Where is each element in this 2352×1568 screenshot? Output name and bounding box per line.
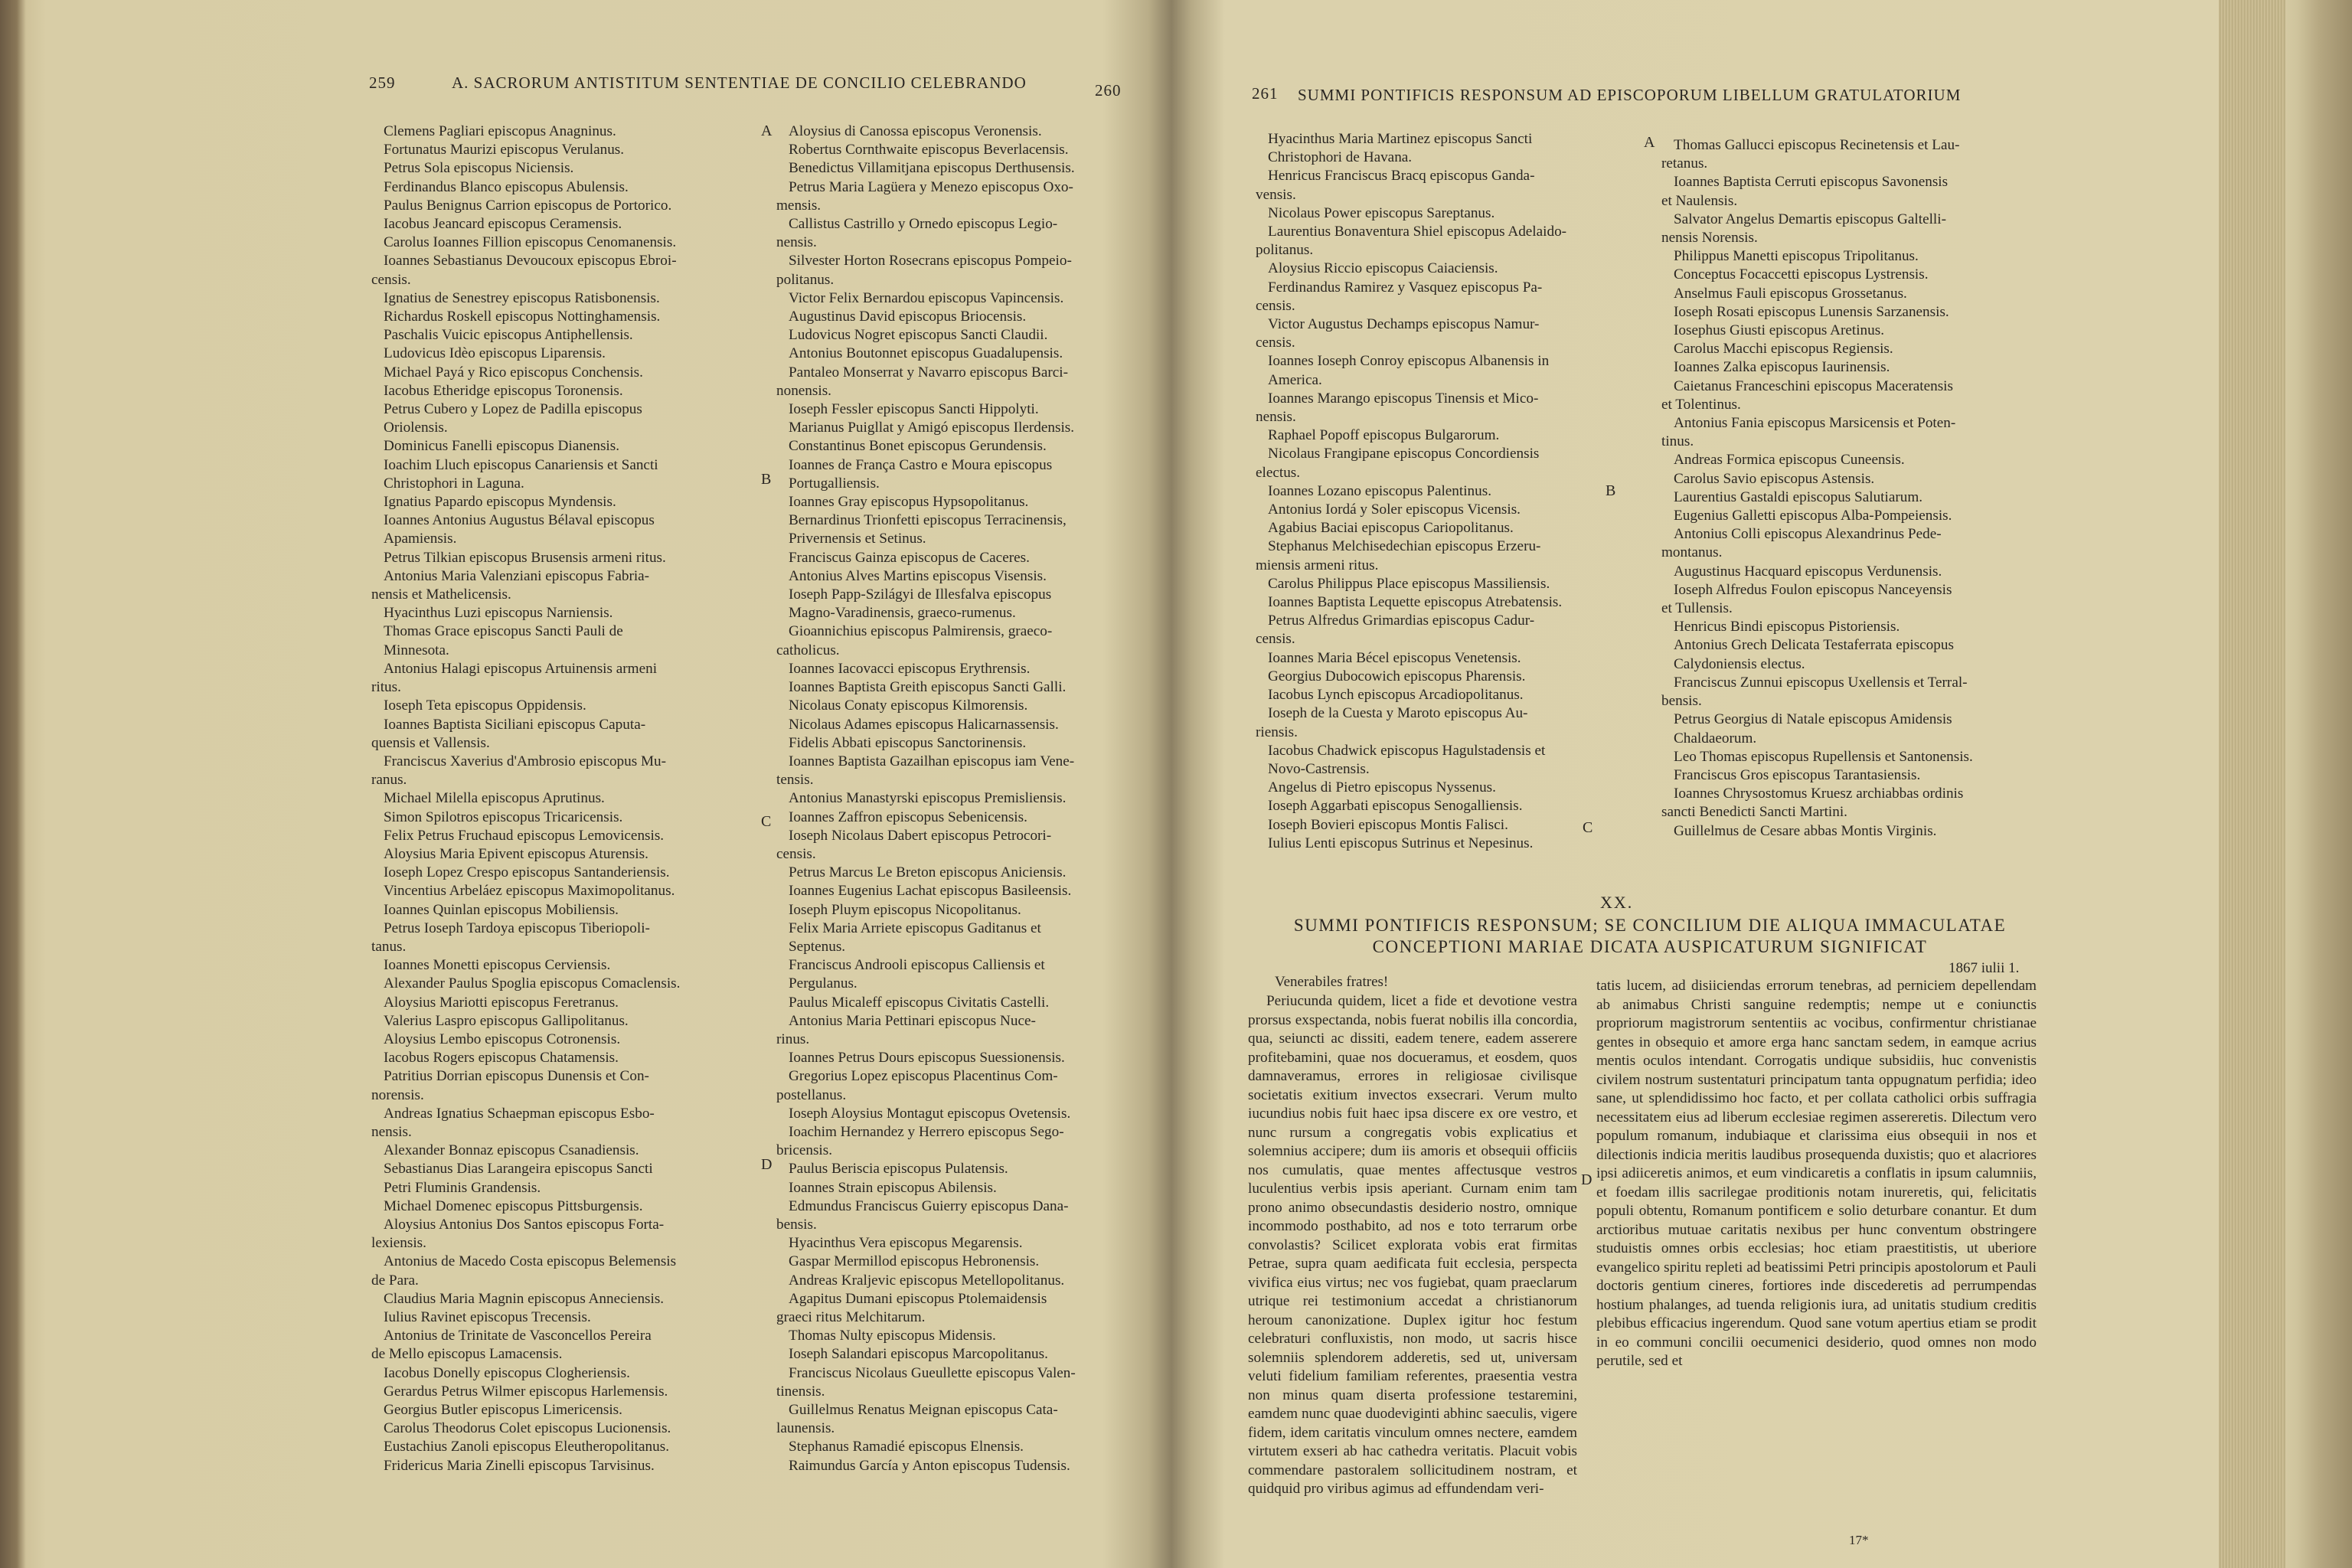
name-list-column-1 [1256,130,1642,853]
list-item: Antonius de Trinitate de Vasconcellos Pereira [384,1328,652,1344]
list-item: Nicolaus Frangipane episcopus Concordiensis [1268,446,1540,462]
list-item: Petrus Georgius di Natale episcopus Amidensis [1674,711,1952,728]
list-item: Robertus Cornthwaite episcopus Beverlacensis. [789,142,1069,158]
list-item: et Tullensis. [1661,600,1733,617]
list-item: tanus. [371,938,407,955]
list-item: Thomas Grace episcopus Sancti Pauli de [384,623,623,640]
list-item: Petrus Alfredus Grimardias episcopus Cadur- [1268,612,1535,629]
list-item: censis. [1256,297,1295,314]
list-item: Novo-Castrensis. [1268,760,1370,777]
list-item: Ioannes Eugenius Lachat episcopus Basileensis. [789,883,1072,900]
list-item: Philippus Manetti episcopus Tripolitanus. [1674,248,1919,265]
list-item: Franciscus Xaverius d'Ambrosio episcopus Mu- [384,753,667,769]
list-item: Carolus Ioannes Fillion episcopus Cenomanensis. [384,234,677,251]
left-page-header [23,74,1171,104]
list-item: Ioseph Alfredus Foulon episcopus Nanceyensis [1674,581,1952,598]
list-item: Ioannes Baptista Greith episcopus Sancti Galli. [789,679,1067,696]
name-list-column-2 [1661,136,2040,841]
list-item: Salvator Angelus Demartis episcopus Galtelli- [1674,211,1946,227]
list-item: Franciscus Zunnui episcopus Uxellensis et Terral- [1674,674,1968,691]
list-item: Caietanus Franceschini episcopus Maceratensis [1674,377,1953,394]
list-item: Pantaleo Monserrat y Navarro episcopus Barci- [789,364,1068,381]
list-item: America. [1268,371,1322,388]
list-item: Alexander Paulus Spoglia episcopus Comaclensis. [384,975,681,992]
list-item: Andreas Ignatius Schaepman episcopus Esbo- [384,1105,655,1122]
list-item: Petrus Sola episcopus Niciensis. [384,160,574,177]
list-item: Petrus Tilkian episcopus Brusensis armeni ritus. [384,549,666,566]
list-item: vensis. [1256,186,1296,203]
list-item: Ioannes Lozano episcopus Palentinus. [1268,482,1492,499]
list-item: Franciscus Gainza episcopus de Caceres. [789,549,1030,566]
list-item: Ioseph Salandari episcopus Marcopolitanus. [789,1346,1048,1363]
margin-letter-a: A [1644,134,1655,151]
list-item: Ioseph Aggarbati episcopus Senogalliensis. [1268,798,1523,815]
margin-letter-b: B [1606,482,1616,499]
list-item: Carolus Philippus Place episcopus Massiliensis. [1268,575,1550,592]
list-item: bricensis. [776,1142,833,1159]
list-item: Paulus Beriscia episcopus Pulatensis. [789,1161,1008,1178]
list-item: mensis. [776,197,822,214]
list-item: Nicolaus Adames episcopus Halicarnassensis. [789,716,1059,733]
list-item: Christophori de Havana. [1268,149,1413,166]
list-item: Aloysius Mariotti episcopus Feretranus. [384,994,619,1011]
list-item: Gioannichius episcopus Palmirensis, graeco- [789,623,1053,640]
list-item: bensis. [1661,693,1702,710]
list-item: graeci ritus Melchitarum. [776,1309,926,1325]
list-item: Victor Augustus Dechamps episcopus Namur- [1268,316,1540,333]
running-title: A. SACRORUM ANTISTITUM SENTENTIAE DE CONCILIO CELEBRANDO [452,74,1027,92]
list-item: Raimundus García y Anton episcopus Tudensis. [789,1457,1070,1474]
list-item: Iacobus Donelly episcopus Clogheriensis. [384,1364,630,1381]
list-item: Portugalliensis. [789,475,880,492]
list-item: de Para. [371,1272,419,1289]
list-item: Antonius Maria Valenziani episcopus Fabria- [384,567,650,584]
list-item: Gregorius Lopez episcopus Placentinus Com- [789,1068,1058,1085]
list-item: Vincentius Arbeláez episcopus Maximopolitanus. [384,883,675,900]
list-item: Minnesota. [384,642,449,658]
list-item: Ignatius Papardo episcopus Myndensis. [384,494,616,511]
list-item: Ferdinandus Ramirez y Vasquez episcopus Pa- [1268,279,1543,296]
list-item: Ioannes Ioseph Conroy episcopus Albanensis in [1268,353,1550,370]
list-item: nensis. [1256,409,1296,426]
list-item: Eustachius Zanoli episcopus Eleutheropolitanus. [384,1439,670,1455]
list-item: Petri Fluminis Grandensis. [384,1179,541,1196]
list-item: Augustinus David episcopus Briocensis. [789,309,1027,325]
list-item: Ludovicus Idèo episcopus Liparensis. [384,345,606,362]
list-item: Ioseph de la Cuesta y Maroto episcopus Au- [1268,705,1528,722]
list-item: de Mello episcopus Lamacensis. [371,1346,563,1363]
list-item: Ferdinandus Blanco episcopus Abulensis. [384,178,629,195]
list-item: Calydoniensis electus. [1674,655,1805,672]
list-item: Ioseph Bovieri episcopus Montis Falisci. [1268,816,1508,833]
list-item: quensis et Vallensis. [371,734,490,751]
list-item: Carolus Theodorus Colet episcopus Lucionensis. [384,1420,671,1437]
list-item: Iacobus Jeancard episcopus Ceramensis. [384,216,622,233]
list-item: Fortunatus Maurizi episcopus Verulanus. [384,142,625,158]
list-item: rinus. [776,1031,810,1047]
list-item: Guillelmus Renatus Meignan episcopus Cata- [789,1402,1058,1419]
list-item: Ioannes Baptista Gazailhan episcopus iam Vene- [789,753,1075,769]
list-item: Petrus Marcus Le Breton episcopus Aniciensis. [789,864,1067,881]
list-item: Ioachim Lluch episcopus Canariensis et Sancti [384,456,658,473]
list-item: Gaspar Mermillod episcopus Hebronensis. [789,1253,1040,1270]
list-item: Aloysius Antonius Dos Santos episcopus Forta- [384,1216,665,1233]
list-item: Georgius Dubocowich episcopus Pharensis. [1268,668,1526,684]
list-item: nonensis. [776,382,831,399]
page-edge [2219,0,2285,1568]
list-item: Franciscus Nicolaus Gueullette episcopus Valen- [789,1364,1076,1381]
list-item: ritus. [371,679,401,696]
list-item: Agapitus Dumani episcopus Ptolemaidensis [789,1290,1047,1307]
list-item: Ioseph Pluym episcopus Nicopolitanus. [789,901,1021,918]
list-item: Nicolaus Power episcopus Sareptanus. [1268,204,1495,221]
list-item: Ioannes Zaffron episcopus Sebenicensis. [789,808,1027,825]
list-item: Iacobus Chadwick episcopus Hagulstadensis et [1268,742,1546,759]
list-item: Leo Thomas episcopus Rupellensis et Santonensis. [1674,748,1973,765]
list-item: Ioannes Zalka episcopus Iaurinensis. [1674,359,1890,376]
list-item: Ioannes Strain episcopus Abilensis. [789,1179,997,1196]
list-item: Eugenius Galletti episcopus Alba-Pompeiensis. [1674,508,1952,524]
list-item: Ioseph Rosati episcopus Lunensis Sarzanensis. [1674,303,1949,320]
list-item: tensis. [776,772,814,789]
list-item: Silvester Horton Rosecrans episcopus Pompeio- [789,253,1072,270]
list-item: Petrus Cubero y Lopez de Padilla episcopus [384,401,642,418]
margin-letter-b: B [761,471,772,488]
list-item: Iosephus Giusti episcopus Aretinus. [1674,322,1885,339]
footer-signature-mark: 17* [1849,1533,1869,1547]
list-item: lexiensis. [371,1235,426,1252]
list-item: Antonius Manastyrski episcopus Premisliensis. [789,790,1067,807]
list-item: Victor Felix Bernardou episcopus Vapincensis. [789,289,1064,306]
list-item: Carolus Savio episcopus Astensis. [1674,470,1875,487]
running-title: SUMMI PONTIFICIS RESPONSUM AD EPISCOPORUM LIBELLUM GRATULATORIUM [1298,86,1962,104]
list-item: Ioannes Chrysostomus Kruesz archiabbas ordinis [1674,786,1964,802]
list-item: nensis. [776,234,817,251]
list-item: Felix Petrus Fruchaud episcopus Lemovicensis. [384,827,665,844]
list-item: et Tolentinus. [1661,396,1741,413]
list-item: Christophori in Laguna. [384,475,524,492]
list-item: Antonius Boutonnet episcopus Guadalupensis. [789,345,1063,362]
list-item: Iulius Ravinet episcopus Trecensis. [384,1309,591,1325]
list-item: nensis Norensis. [1661,230,1758,247]
name-list-column-2 [776,122,1174,1475]
list-item: Franciscus Androoli episcopus Calliensis et [789,957,1045,974]
list-item: Ioannes Petrus Dours episcopus Suessionensis. [789,1050,1065,1067]
list-item: norensis. [371,1086,424,1103]
list-item: Ioseph Lopez Crespo episcopus Santanderiensis. [384,864,670,881]
list-item: nensis et Mathelicensis. [371,586,511,603]
list-item: Agabius Baciai episcopus Cariopolitanus. [1268,520,1514,537]
section-number: XX. [1600,893,1634,912]
list-item: Oriolensis. [384,420,448,436]
list-item: Michael Domenec episcopus Pittsburgensis. [384,1197,643,1214]
letter-paragraph: Periucunda quidem, licet a fide et devotione vestra prorsus exspectanda, nobis fuerat nobilis illa concordia, qua, seiuncti ac dissiti, eadem tenere, eadem asserere profitebamini, quae nos docueramus, et eosdem, quos damnaveramus, errores in religiosae civilisque societatis exitium invectos exsecrari. Verum multo iucundius nobis fuit haec ipsa discere ex ore vestro, et nunc rursum a congregatis vobis explicatius et solemnius accipere; dum iis amoris et obsequii officiis nos cumulatis, quae mentes affectusque vestros luculentius verbis ipsis aperiant. Curnam enim tam prono animo obsecundastis desiderio nostro, omnique incommodo posthabito, ad nos e toto terrarum orbe convolastis? Scilicet explorata vobis erat firmitas Petrae, supra quam aedificata fuit ecclesia, perspecta vivifica eius virtus; nec vos fugiebat, quam praeclarum utrique rei testimonium accedat a christianorum heroum canonizatione. Duplex igitur hoc festum celebraturi confluxistis, non modo, ut sacris hisce solemniis splendorem adderetis, sed ut, universam veluti fidelium familiam referentes, praesentia vestra non minus quam diserta professione testaremini, eamdem nunc quae duodeviginti abhinc saeculis, vigere fidem, idem caritatis vinculum omnes nectere, eamdem virtutem exseri ab hac cathedra veritatis. Placuit vobis commendare pastoralem sollicitudinem nostram, et quidquid pro viribus agimus ad effundendam veri- [1248,993,1577,1497]
list-item: Laurentius Gastaldi episcopus Salutiarum. [1674,488,1923,505]
list-item: retanus. [1661,155,1708,172]
list-item: miensis armeni ritus. [1256,557,1379,573]
list-item: politanus. [1256,242,1314,259]
right-page [1183,0,2285,1568]
list-item: Ioseph Fessler episcopus Sancti Hippolyti. [789,401,1039,418]
list-item: Ioannes Antonius Augustus Bélaval episcopus [384,512,655,529]
list-item: tinus. [1661,433,1694,450]
page-number-261: 261 [1252,84,1279,103]
list-item: Simon Spilotros episcopus Tricaricensis. [384,808,623,825]
list-item: Nicolaus Conaty episcopus Kilmorensis. [789,697,1028,714]
list-item: Stephanus Melchisedechian episcopus Erzeru- [1268,538,1541,555]
right-page-header [1183,84,2285,115]
list-item: Aloysius Maria Epivent episcopus Aturensis. [384,845,648,862]
list-item: Dominicus Fanelli episcopus Dianensis. [384,438,620,455]
list-item: Felix Maria Arriete episcopus Gaditanus et [789,920,1041,936]
list-item: sancti Benedicti Sancti Martini. [1661,804,1847,821]
margin-letter-c: C [761,813,772,830]
list-item: Paulus Benignus Carrion episcopus de Portorico. [384,197,672,214]
list-item: Raphael Popoff episcopus Bulgarorum. [1268,427,1500,444]
list-item: censis. [1256,631,1295,648]
list-item: Valerius Laspro episcopus Gallipolitanus. [384,1012,629,1029]
list-item: ranus. [371,772,407,789]
list-item: Aloysius Riccio episcopus Caiaciensis. [1268,260,1498,277]
list-item: Andreas Kraljevic episcopus Metellopolitanus. [789,1272,1065,1289]
list-item: Antonius Fania episcopus Marsicensis et Poten- [1674,415,1956,432]
list-item: Magno-Varadinensis, graeco-rumenus. [789,605,1016,622]
list-item: Sebastianus Dias Larangeira episcopus Sancti [384,1161,653,1178]
margin-letter-d: D [1581,1171,1592,1188]
list-item: Franciscus Gros episcopus Tarantasiensis. [1674,766,1921,783]
list-item: Ioannes Baptista Cerruti episcopus Savonensis [1674,174,1949,191]
list-item: Privernensis et Setinus. [789,531,926,547]
list-item: censis. [1256,335,1295,351]
list-item: Ioseph Nicolaus Dabert episcopus Petrocori- [789,827,1052,844]
list-item: et Naulensis. [1661,192,1738,209]
section-title-line-2: CONCEPTIONI MARIAE DICATA AUSPICATURUM SIGNIFICAT [1372,937,1928,956]
list-item: Constantinus Bonet episcopus Gerundensis. [789,438,1047,455]
list-item: Antonius Grech Delicata Testaferrata episcopus [1674,637,1954,654]
list-item: Iulius Lenti episcopus Sutrinus et Nepesinus. [1268,835,1534,851]
list-item: Augustinus Hacquard episcopus Verdunensis. [1674,563,1942,580]
page-number-259: 259 [369,74,396,92]
list-item: Pergulanus. [789,975,858,992]
list-item: censis. [776,845,816,862]
list-item: tinensis. [776,1383,825,1400]
list-item: Iacobus Etheridge episcopus Toronensis. [384,382,623,399]
list-item: Edmundus Franciscus Guierry episcopus Dana- [789,1197,1069,1214]
list-item: Ioseph Aloysius Montagut episcopus Ovetensis. [789,1105,1071,1122]
list-item: Michael Payá y Rico episcopus Conchensis. [384,364,643,381]
list-item: Marianus Puigllat y Amigó episcopus Ilerdensis. [789,420,1075,436]
list-item: Thomas Nulty episcopus Midensis. [789,1328,996,1344]
list-item: Carolus Macchi episcopus Regiensis. [1674,341,1893,358]
list-item: Antonius Colli episcopus Alexandrinus Pede- [1674,526,1942,543]
list-item: Apamiensis. [384,531,457,547]
list-item: Petrus Ioseph Tardoya episcopus Tiberiopoli- [384,920,650,936]
list-item: Henricus Bindi episcopus Pistoriensis. [1674,619,1900,635]
list-item: Anselmus Fauli episcopus Grossetanus. [1674,285,1907,302]
page-number-260: 260 [1095,81,1122,100]
list-item: Clemens Pagliari episcopus Anagninus. [384,123,616,139]
margin-letter-d: D [761,1156,773,1173]
list-item: postellanus. [776,1086,847,1103]
list-item: Fridericus Maria Zinelli episcopus Tarvisinus. [384,1457,655,1474]
margin-letter-c: C [1583,819,1593,836]
list-item: Antonius Iordá y Soler episcopus Vicensis. [1268,501,1521,518]
list-item: Ioannes Marango episcopus Tinensis et Mico- [1268,390,1539,407]
list-item: nensis. [371,1123,412,1140]
list-item: Conceptus Focaccetti episcopus Lystrensis. [1674,266,1929,283]
list-item: Thomas Gallucci episcopus Recinetensis et Lau- [1674,137,1960,153]
list-item: Angelus di Pietro episcopus Nyssenus. [1268,779,1496,796]
list-item: Petrus Maria Lagüera y Menezo episcopus Oxo- [789,178,1073,195]
list-item: Laurentius Bonaventura Shiel episcopus Adelaido- [1268,224,1567,240]
list-item: Ioachim Hernandez y Herrero episcopus Sego- [789,1123,1064,1140]
list-item: Hyacinthus Vera episcopus Megarensis. [789,1235,1023,1252]
list-item: Michael Milella episcopus Aprutinus. [384,790,605,807]
letter-paragraph: tatis lucem, ad disiiciendas errorum tenebras, ad perniciem depellendam ab animabus Christi sanguine redemptis; nempe ut e coniunctis propriorum magistrorum sententiis ac vocibus, confirmentur christianae gentes in obsequio et amore erga hanc sanctam sedem, in eamque acrius mentis oculos intendant. Corrogatis undique subsidiis, huc convenistis civilem nostrum sustentaturi principatum tanta oppugnatum perfidia; ideo sane, ut splendidissimo hoc facto, et per collata catholici orbis suffragia necessitatem eius ad liberum ecclesiae regimen assereretis. Dilectum vero populum romanum, indubiaque et clarissima eius obsequii in nos et dilectionis indicia meritis laudibus prosequenda duxistis; quo et alacriores ipsi adiiceretis animos, et eum vindicaretis a conflatis in ipsum calumniis, et foedam illis sacrilegae proditionis notam inureretis, qui, felicitatis populi obtentu, Romanum pontificem e solio deturbare conantur. Et dum arctioribus mutuae caritatis nexibus per hunc conventum obstringere studuistis omnes orbis ecclesias; hoc etiam praestitistis, ut uberiore evangelico spiritu repleti ad beatissimi Petri principis apostolorum et Pauli doctoris gentium cineres, fortiores inde discederetis ad perrumpendas hostium phalanges, ad tuenda religionis iura, ad unitatis studium creditis plebibus efficacius ingerendum. Quod sane votum apertius etiam se prodit in eo communi concilii oecumenici desiderio, quod omnes non modo perutile, sed et [1596,978,2037,1369]
list-item: Iacobus Lynch episcopus Arcadiopolitanus. [1268,687,1524,704]
list-item: Ioseph Teta episcopus Oppidensis. [384,697,586,714]
list-item: Benedictus Villamitjana episcopus Derthusensis. [789,160,1075,177]
list-item: Hyacinthus Luzi episcopus Narniensis. [384,605,613,622]
list-item: Paulus Micaleff episcopus Civitatis Castelli. [789,994,1050,1011]
letter-body-left-column [1248,992,1577,1499]
list-item: Ioannes Maria Bécel episcopus Venetensis. [1268,649,1521,666]
salutation: Venerabiles fratres! [1275,974,1389,990]
margin-letter-a: A [761,122,773,139]
list-item: Fidelis Abbati episcopus Sanctorinensis. [789,734,1027,751]
list-item: Patritius Dorrian episcopus Dunensis et Con- [384,1068,649,1085]
list-item: Antonius Alves Martins episcopus Visensis. [789,567,1047,584]
list-item: bensis. [776,1216,817,1233]
list-item: Aloysius Lembo episcopus Cotronensis. [384,1031,621,1047]
list-item: Stephanus Ramadié episcopus Elnensis. [789,1439,1024,1455]
list-item: Gerardus Petrus Wilmer episcopus Harlemensis. [384,1383,668,1400]
list-item: Alexander Bonnaz episcopus Csanadiensis. [384,1142,639,1159]
list-item: Paschalis Vuicic episcopus Antiphellensis. [384,327,633,344]
list-item: Iacobus Rogers episcopus Chatamensis. [384,1050,619,1067]
list-item: censis. [371,271,411,288]
name-list-column-1 [371,122,762,1475]
list-item: electus. [1256,464,1301,481]
list-item: Ioannes Monetti episcopus Cerviensis. [384,957,611,974]
list-item: Ignatius de Senestrey episcopus Ratisbonensis. [384,289,660,306]
list-item: Ioannes Baptista Siciliani episcopus Caputa- [384,716,646,733]
list-item: Ioannes Sebastianus Devoucoux episcopus Ebroi- [384,253,677,270]
list-item: Septenus. [789,938,846,955]
list-item: Henricus Franciscus Bracq episcopus Ganda- [1268,168,1535,185]
list-item: montanus. [1661,544,1723,561]
list-item: Bernardinus Trionfetti episcopus Terracinensis, [789,512,1067,529]
list-item: Ioannes Baptista Lequette episcopus Atrebatensis. [1268,594,1563,611]
list-item: catholicus. [776,642,840,658]
list-item: Claudius Maria Magnin episcopus Anneciensis. [384,1290,665,1307]
list-item: Callistus Castrillo y Ornedo episcopus Legio- [789,216,1058,233]
section-date: 1867 iulii 1. [1949,960,2020,976]
list-item: Andreas Formica episcopus Cuneensis. [1674,452,1905,469]
list-item: Richardus Roskell episcopus Nottinghamensis. [384,309,661,325]
list-item: riensis. [1256,724,1298,740]
list-item: Ioannes Iacovacci episcopus Erythrensis. [789,660,1031,677]
list-item: Hyacinthus Maria Martinez episcopus Sancti [1268,131,1533,147]
list-item: Antonius de Macedo Costa episcopus Belemensis [384,1253,677,1270]
list-item: Antonius Maria Pettinari episcopus Nuce- [789,1012,1036,1029]
list-item: Ioseph Papp-Szilágyi de Illesfalva episcopus [789,586,1052,603]
list-item: Guillelmus de Cesare abbas Montis Virginis. [1674,822,1937,839]
letter-body-right-column [1596,977,2037,1371]
list-item: Ioannes de França Castro e Moura episcopus [789,456,1053,473]
list-item: politanus. [776,271,835,288]
list-item: Georgius Butler episcopus Limericensis. [384,1402,622,1419]
list-item: Ioannes Quinlan episcopus Mobiliensis. [384,901,619,918]
list-item: Ludovicus Nogret episcopus Sancti Claudii. [789,327,1048,344]
list-item: Ioannes Gray episcopus Hypsopolitanus. [789,494,1029,511]
list-item: Antonius Halagi episcopus Artuinensis armeni [384,660,658,677]
section-title-line-1: SUMMI PONTIFICIS RESPONSUM; SE CONCILIUM DIE ALIQUA IMMACULATAE [1293,916,2007,935]
list-item: Aloysius di Canossa episcopus Veronensis. [789,123,1042,139]
list-item: Chaldaeorum. [1674,730,1757,746]
list-item: launensis. [776,1420,835,1437]
left-page [23,0,1171,1568]
